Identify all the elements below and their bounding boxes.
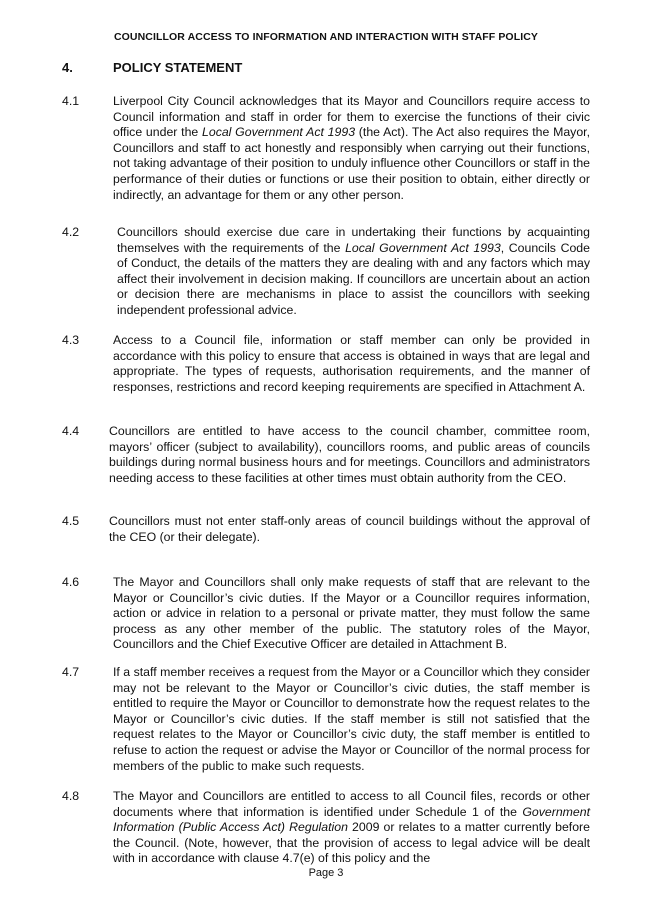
clause-text: [109, 424, 590, 486]
clause-4-4: [62, 424, 590, 486]
clause-text-run: Councillors should exercise due care in undertaking their functions by acquainting themselves with the requirements of the: [117, 225, 590, 255]
clause-text: [113, 575, 590, 653]
clause-text-run: Access to a Council file, information or staff member can only be provided in accordance with this policy to ensure that access is obtained in ways that are legal and appropriate. The types of requests, authorisation requirements, and the manner of responses, restrictions and record keeping requirements are specified in Attachment A.: [113, 333, 590, 394]
clause-text-run: Liverpool City Council acknowledges that its Mayor and Councillors require access to Council information and staff in order for them to exercise the functions of their civic office under the: [113, 94, 590, 140]
clause-text-run: The Mayor and Councillors are entitled to access to all Council files, records or other documents where that information is identified under Schedule 1 of the: [113, 789, 590, 819]
clause-text: [113, 789, 590, 867]
clause-text: [113, 665, 590, 774]
clause-number: 4.6: [62, 575, 80, 589]
clause-text-run: 2009 or relates to a matter currently before the Council. (Note, however, that the provision of access to legal advice will be dealt with in accordance with clause 4.7(e) of this policy and the: [113, 820, 590, 866]
clause-text-italic: Government Information (Public Access Act) Regulation: [113, 804, 590, 835]
clause-number: 4.1: [62, 94, 80, 108]
clause-number: 4.2: [62, 225, 80, 239]
clause-4-6: [62, 575, 590, 653]
section-number: 4.: [62, 60, 73, 75]
clause-4-2: [62, 225, 590, 319]
clause-4-1: [62, 94, 590, 203]
clause-number: 4.4: [62, 424, 80, 438]
clause-text: [109, 514, 590, 545]
clause-4-8: [62, 789, 590, 867]
clause-4-5: [62, 514, 590, 545]
clause-text-run: , Councils Code of Conduct, the details of the matters they are dealing with and any factors which may affect their involvement in decision making. If councillors are uncertain about an action or decision there are mechanisms in place to assist the councillors with seeking independent professional advice.: [117, 240, 590, 317]
page-number: Page 3: [308, 867, 344, 879]
clause-number: 4.5: [62, 514, 80, 528]
clause-text-run: (the Act). The Act also requires the Mayor, Councillors and staff to act honestly and responsibly when carrying out their functions, not taking advantage of their position to unduly influence other Councillors or staff in the performance of their duties or functions or use their position to obtain, either directly or indirectly, an advantage for them or any other person.: [113, 125, 590, 202]
clause-number: 4.7: [62, 665, 80, 679]
section-title: POLICY STATEMENT: [113, 60, 243, 75]
clause-text-italic: Local Government Act 1993: [202, 125, 356, 140]
clause-number: 4.8: [62, 789, 80, 803]
clause-text: [113, 333, 590, 395]
clause-text-run: Councillors must not enter staff-only areas of council buildings without the approval of the CEO (or their delegate).: [109, 514, 590, 544]
clause-text: [117, 225, 590, 319]
clause-text-run: If a staff member receives a request from the Mayor or a Councillor which they consider may not be relevant to the Mayor or Councillor’s civic duties, the staff member is entitled to require the Mayor or Councillor to demonstrate how the request relates to the Mayor or Councillor’s civic duties. If the staff member is still not satisfied that the request relates to the Mayor or Councillor’s civic duty, the staff member is entitled to refuse to action the request or advise the Mayor or Councillor of the normal process for members of the public to make such requests.: [113, 665, 590, 773]
clause-4-3: [62, 333, 590, 395]
clause-number: 4.3: [62, 333, 80, 347]
clause-4-7: [62, 665, 590, 774]
clause-text-italic: Local Government Act 1993: [345, 240, 501, 255]
document-header: COUNCILLOR ACCESS TO INFORMATION AND INTERACTION WITH STAFF POLICY: [113, 31, 539, 43]
clause-text-run: Councillors are entitled to have access to the council chamber, committee room, mayors’ officer (subject to availability), councillors rooms, and public areas of councils buildings during normal business hours and for meetings. Councillors and administrators needing access to these facilities at other times must obtain authority from the CEO.: [109, 424, 590, 485]
clause-text: [113, 94, 590, 203]
section-heading: [62, 60, 242, 75]
clause-text-run: The Mayor and Councillors shall only make requests of staff that are relevant to the Mayor or Councillor’s civic duties. If the Mayor or a Councillor requires information, action or advice in relation to a personal or private matter, they must follow the same process as any other member of the public. The statutory roles of the Mayor, Councillors and the Chief Executive Officer are detailed in Attachment B.: [113, 575, 590, 652]
